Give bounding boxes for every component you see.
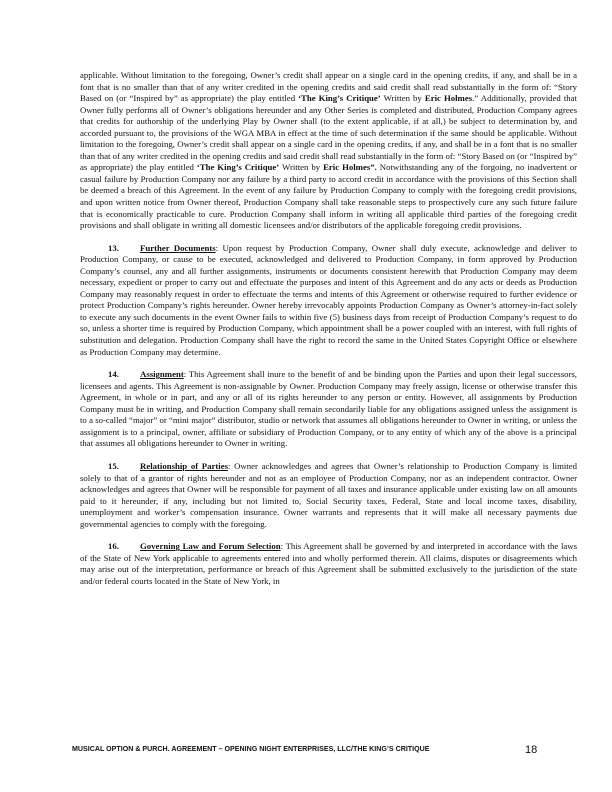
section-text: : This Agreement shall inure to the benefit of and be binding upon the Parties and upon their legal successors, licensees and agents. This Agreement is non-assignable by Owner. Production Company may freely assign, license or otherwise transfer this Agreement, in whole or in part, and any or all of its rights hereunder to any person or entity. However, all assignments by Production Company must be in writing, and Production Company shall remain secondarily liable for any obligations assigned unless the assignment is to a so-called “major” or “mini major” distributor, studio or network that assumes all obligations hereunder to Owner in writing, or unless the assignment is to a principal, owner, affiliate or subsidiary of Production Company, or to any entity of which any of the above is a principal that assumes all obligations hereunder to Owner in writing. [80,369,577,449]
paragraph-text: .” Additionally, provided that Owner fully performs all of Owner’s obligations hereunder and any Other Series is completed and distributed, Production Company agrees that credits for authorship of the underlying Play by Owner shall (to the extent applicable, if at all,) be subject to determination by, and accorded pursuant to, the provisions of the WGA MBA in effect at the time of such determination if the same should be applicable. Without limitation to the foregoing, Owner’s credit shall appear on a single card in the opening credits, if any, and shall be in a font that is no smaller than that of any writer credited in the opening credits and said credit shall read substantially in the form of: “Story Based on (or “Inspired by” as appropriate) the play entitled [80,93,577,173]
paragraph-text: Notwithstanding any of the forgoing, no inadvertent or casual failure by Production Company nor any failure by a third party to accord credit in accordance with the provisions of this Section shall be deemed a breach of this Agreement. In the event of any failure by Production Company to comply with the foregoing credit provisions, and upon written notice from Owner thereof, Production Company shall take reasonable steps to prospectively cure any such future failure that is economically practicable to cure. Production Company shall inform in writing all applicable third parties of the foregoing credit provisions and shall obligate in writing all domestic licensees and/or distributors of the applicable foregoing credit provisions. [80,162,577,231]
document-body [80,70,577,598]
section-text: : This Agreement shall be governed by and interpreted in accordance with the laws of the State of New York applicable to agreements entered into and wholly performed therein. All claims, disputes or disagreements which may arise out of the interpretation, performance or breach of this Agreement shall be submitted exclusively to the jurisdiction of the state and/or federal courts located in the State of New York, in [80,541,577,586]
play-title: ‘The King’s Critique’ [196,162,280,173]
section-15 [80,461,577,530]
author-name: Eric Holmes [424,93,473,104]
paragraph-text: applicable. Without limitation to the foregoing, Owner’s credit shall appear on a single card in the opening credits, if any, and shall be in a font that is no smaller than that of any writer credited in the opening credits and said credit shall read substantially in the form of: “Story Based on (or “Inspired by” as appropriate) the play entitled [80,70,577,104]
paragraph-text: Written by [380,93,425,104]
section-heading: Further Documents [140,242,216,253]
play-title: ‘The King’s Critique’ [298,93,381,104]
author-name: Eric Holmes”. [323,162,377,173]
section-heading: Relationship of Parties [140,460,229,471]
page-footer: MUSICAL OPTION & PURCH. AGREEMENT – OPENING NIGHT ENTERPRISES, LLC/THE KING’S CRITIQUE [72,745,430,753]
section-number: 15. [108,460,119,471]
section-text: : Owner acknowledges and agrees that Owner’s relationship to Production Company is limited solely to that of a grantor of rights hereunder and not as an employee of Production Company, nor as an independent contractor. Owner acknowledges and agrees that Owner will be responsible for payment of all taxes and insurance applicable under existing law on all amounts paid to it hereunder, if any, including but not limited to, Social Security taxes, Federal, State and local income taxes, disability, unemployment and worker’s compensation insurance. Owner warrants and represents that it will make all necessary payments due governmental agencies to comply with the foregoing. [80,460,577,529]
credit-paragraph [80,70,577,232]
section-number: 16. [108,541,119,552]
section-text: : Upon request by Production Company, Owner shall duly execute, acknowledge and deliver to Production Company, or cause to be executed, acknowledged and delivered to Production Company, in form approved by Production Company’s counsel, any and all further assignments, instruments or documents consistent herewith that Production Company may deem necessary, expedient or proper to carry out and effectuate the purposes and intent of this Agreement and do any acts or deeds as Production Company may reasonably request in order to effectuate the terms and intents of this Agreement or otherwise required to further evidence or protect Production Company’s rights hereunder. Owner hereby irrevocably appoints Production Company as Owner’s attorney-in-fact solely to execute any such documents in the event Owner fails to within five (5) business days from receipt of Production Company’s request to do so, unless a shorter time is required by Production Company, which appointment shall be a power coupled with an interest, with full rights of substitution and delegation. Production Company shall have the right to record the same in the United States Copyright Office or elsewhere as Production Company may determine. [80,242,577,357]
section-16 [80,541,577,587]
page-number: 18 [525,744,538,756]
section-14 [80,369,577,450]
section-heading: Governing Law and Forum Selection [140,541,281,552]
section-13 [80,243,577,358]
section-heading: Assignment [140,369,184,380]
section-number: 13. [108,242,119,253]
section-number: 14. [108,369,119,380]
paragraph-text: Written by [279,162,324,173]
